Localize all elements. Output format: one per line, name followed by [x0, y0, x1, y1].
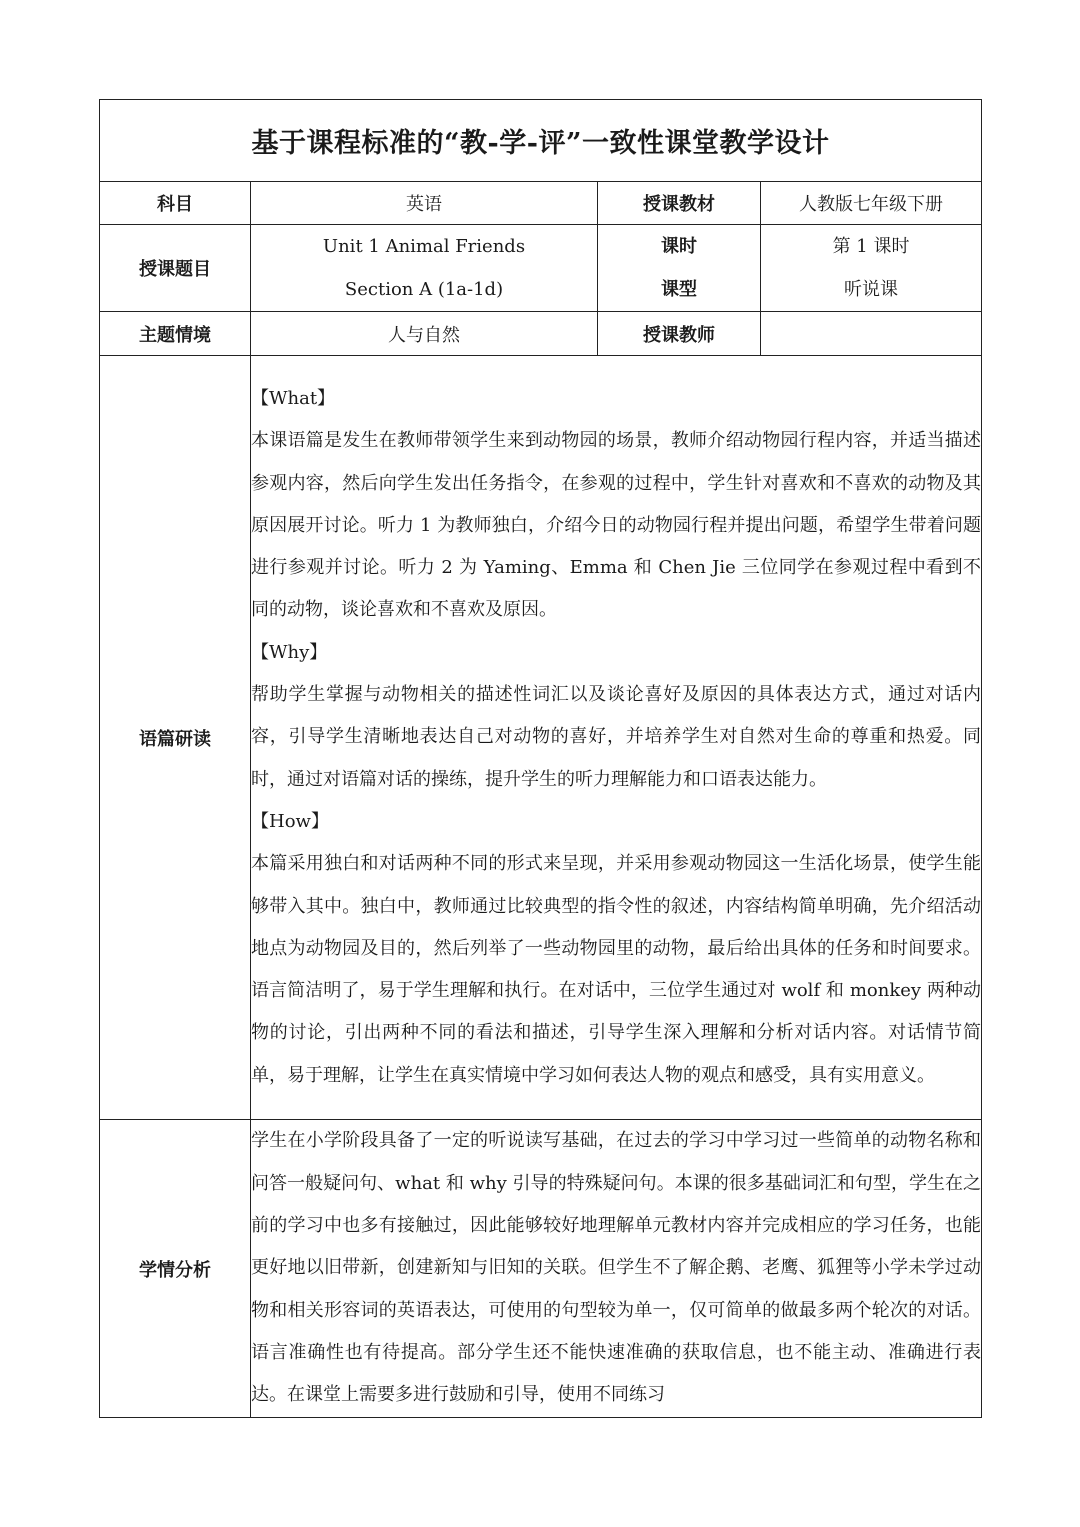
topic-value	[251, 225, 598, 312]
what-paragraph: 本课语篇是发生在教师带领学生来到动物园的场景，教师介绍动物园行程内容，并适当描述参观内容，然后向学生发出任务指令，在参观的过程中，学生针对喜欢和不喜欢的动物及其原因展开讨论。听力 1 为教师独白，介绍今日的动物园行程并提出问题，希望学生带着问题进行参观并讨论。听力 2 为 Yaming、Emma 和 Chen Jie 三位同学在参观过程中看到不同的动物，谈论喜欢和不喜欢及原因。	[251, 430, 982, 621]
title-row	[100, 100, 982, 182]
period-label: 课时	[661, 236, 697, 257]
document-title: 基于课程标准的“教-学-评”一致性课堂教学设计	[100, 100, 982, 182]
teacher-value	[761, 312, 982, 356]
topic-unit: Unit 1 Animal Friends	[322, 236, 526, 257]
period-value: 第 1 课时	[832, 236, 910, 257]
subject-row	[100, 182, 982, 225]
textbook-value: 人教版七年级下册	[761, 182, 982, 225]
why-paragraph: 帮助学生掌握与动物相关的描述性词汇以及谈论喜好及原因的具体表达方式，通过对话内容，引导学生清晰地表达自己对动物的喜好，并培养学生对自然对生命的尊重和热爱。同时，通过对语篇对话的操练，提升学生的听力理解能力和口语表达能力。	[251, 684, 982, 790]
topic-label: 授课题目	[100, 225, 251, 312]
theme-row	[100, 312, 982, 356]
topic-row	[100, 225, 982, 312]
text-study-row	[100, 356, 982, 1120]
text-study-label: 语篇研读	[100, 356, 251, 1120]
subject-label: 科目	[100, 182, 251, 225]
text-study-content	[251, 356, 982, 1120]
theme-value: 人与自然	[251, 312, 598, 356]
what-heading: 【What】	[251, 387, 336, 409]
learner-analysis-label: 学情分析	[100, 1120, 251, 1418]
learner-analysis-content	[251, 1120, 982, 1418]
textbook-label: 授课教材	[598, 182, 761, 225]
learner-analysis-row	[100, 1120, 982, 1418]
how-heading: 【How】	[251, 810, 329, 832]
period-type-values	[761, 225, 982, 312]
topic-section: Section A (1a-1d)	[344, 279, 504, 300]
lesson-design-table	[99, 99, 982, 1418]
lesson-type-label: 课型	[661, 279, 697, 300]
period-type-labels	[598, 225, 761, 312]
theme-label: 主题情境	[100, 312, 251, 356]
why-heading: 【Why】	[251, 641, 328, 663]
learner-analysis-paragraph: 学生在小学阶段具备了一定的听说读写基础，在过去的学习中学习过一些简单的动物名称和问答一般疑问句、what 和 why 引导的特殊疑问句。本课的很多基础词汇和句型，学生在之前的学习中也多有接触过，因此能够较好地理解单元教材内容并完成相应的学习任务，也能更好地以旧带新，创建新知与旧知的关联。但学生不了解企鹅、老鹰、狐狸等小学未学过动物和相关形容词的英语表达，可使用的句型较为单一，仅可简单的做最多两个轮次的对话。语言准确性也有待提高。部分学生还不能快速准确的获取信息，也不能主动、准确进行表达。在课堂上需要多进行鼓励和引导，使用不同练习	[251, 1130, 982, 1406]
subject-value: 英语	[251, 182, 598, 225]
how-paragraph: 本篇采用独白和对话两种不同的形式来呈现，并采用参观动物园这一生活化场景，使学生能够带入其中。独白中，教师通过比较典型的指令性的叙述，内容结构简单明确，先介绍活动地点为动物园及目的，然后列举了一些动物园里的动物，最后给出具体的任务和时间要求。语言简洁明了，易于学生理解和执行。在对话中，三位学生通过对 wolf 和 monkey 两种动物的讨论，引出两种不同的看法和描述，引导学生深入理解和分析对话内容。对话情节简单，易于理解，让学生在真实情境中学习如何表达人物的观点和感受，具有实用意义。	[251, 853, 982, 1086]
lesson-type-value: 听说课	[844, 279, 899, 300]
teacher-label: 授课教师	[598, 312, 761, 356]
